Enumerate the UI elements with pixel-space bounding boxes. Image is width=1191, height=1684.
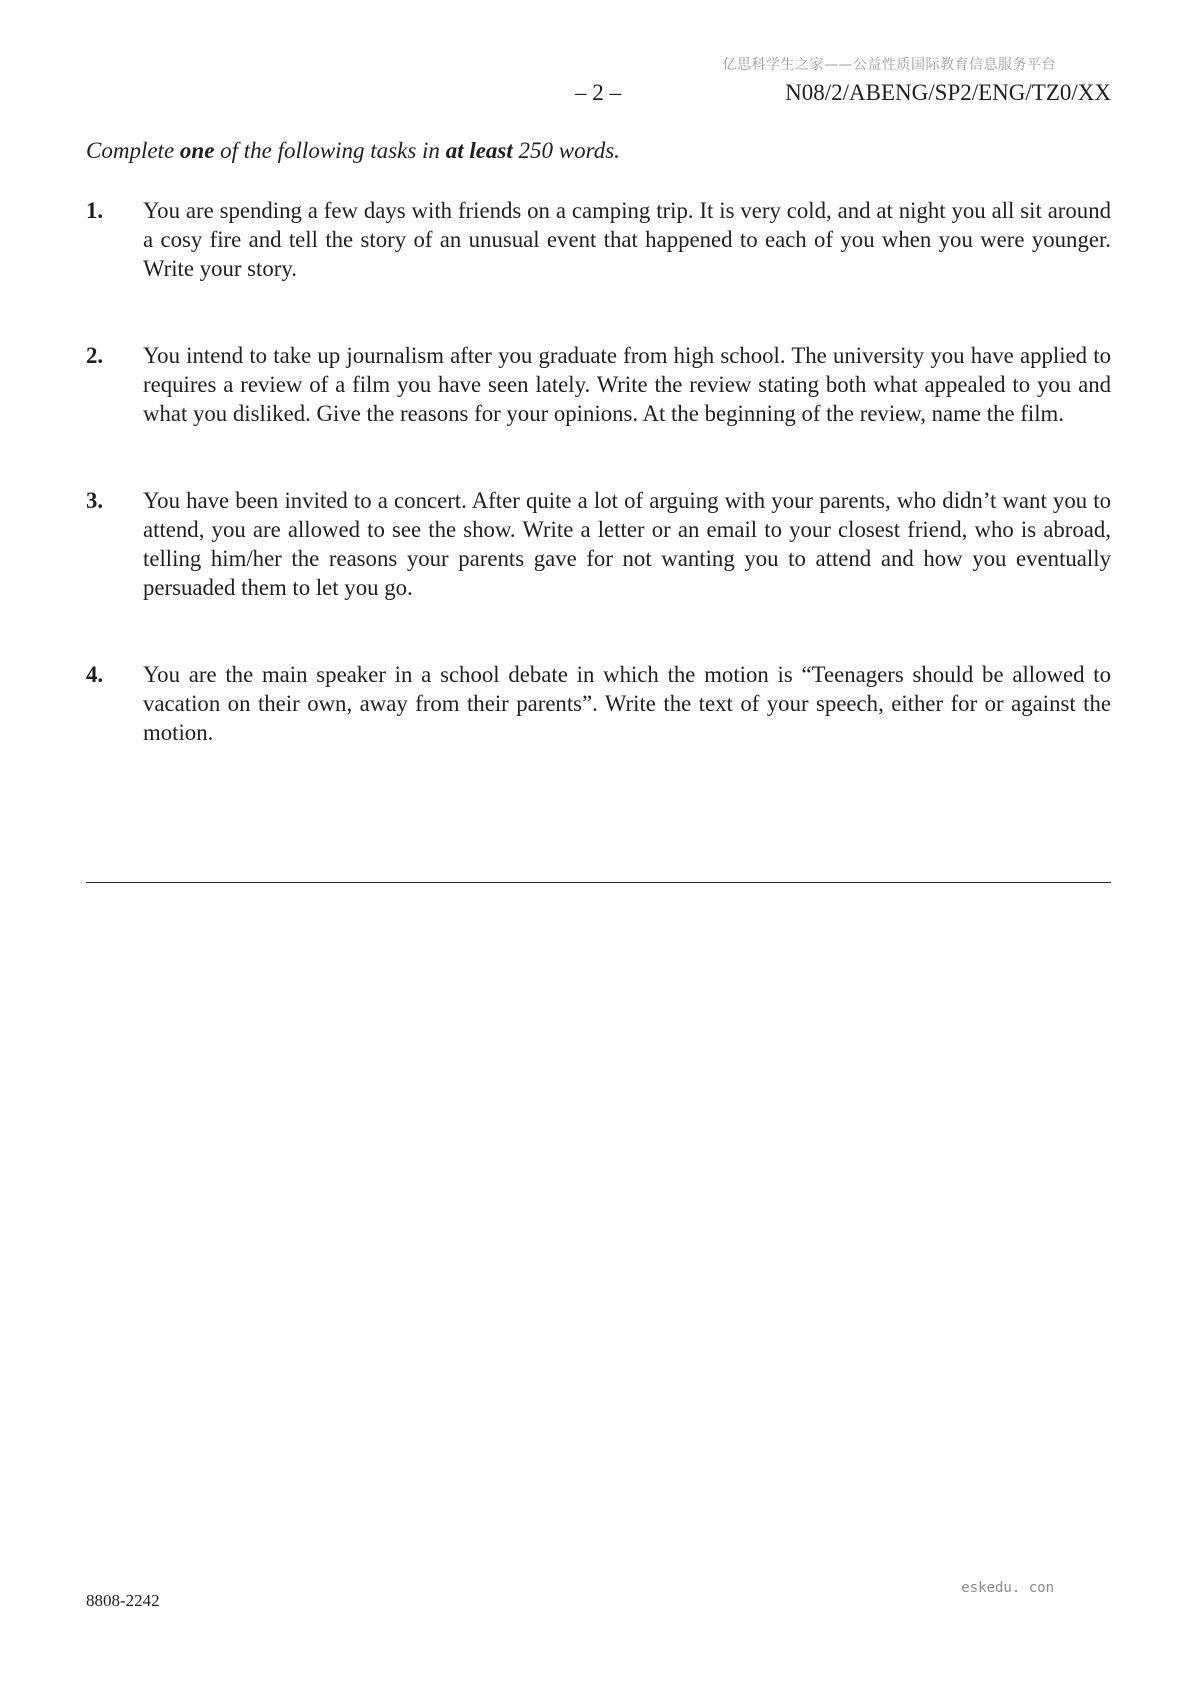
task-number: 2. <box>86 343 104 368</box>
instruction-part3: 250 words. <box>512 138 620 163</box>
task-list <box>86 196 1111 747</box>
task-text: You intend to take up journalism after you graduate from high school. The university you have applied to requires a review of a film you have seen lately. Write the review stating both what appealed to you and what you disliked. Give the reasons for your opinions. At the beginning of the review, name the film. <box>143 343 1111 426</box>
task-text: You are the main speaker in a school debate in which the motion is “Teenagers should be allowed to vacation on their own, away from their parents”. Write the text of your speech, either for or against the motion. <box>143 662 1111 745</box>
footer-code: 8808-2242 <box>86 1591 160 1610</box>
end-divider <box>86 882 1111 883</box>
task-item <box>86 196 1111 283</box>
task-text: You have been invited to a concert. After quite a lot of arguing with your parents, who didn’t want you to attend, you are allowed to see the show. Write a letter or an email to your closest friend, who is abroad, telling him/her the reasons your parents gave for not wanting you to attend and how you eventually persuaded them to let you go. <box>143 488 1111 600</box>
task-item <box>86 486 1111 602</box>
paper-code: N08/2/ABENG/SP2/ENG/TZ0/XX <box>785 80 1111 105</box>
watermark-top-text: 亿思科学生之家——公益性质国际教育信息服务平台 <box>722 57 1056 73</box>
task-number: 1. <box>86 198 104 223</box>
instruction-bold-at-least: at least <box>445 138 513 163</box>
watermark-bottom-text: eskedu. con <box>961 1580 1054 1596</box>
instruction-part1: Complete <box>86 138 180 163</box>
page-number: – 2 – <box>575 80 621 105</box>
task-item <box>86 660 1111 747</box>
instruction-text <box>86 138 620 164</box>
task-number: 4. <box>86 662 104 687</box>
task-number: 3. <box>86 488 104 513</box>
instruction-bold-one: one <box>179 138 215 163</box>
instruction-part2: of the following tasks in <box>214 138 446 163</box>
task-text: You are spending a few days with friends on a camping trip. It is very cold, and at night you all sit around a cosy fire and tell the story of an unusual event that happened to each of you when you were younger. Write your story. <box>143 198 1111 281</box>
task-item <box>86 341 1111 428</box>
